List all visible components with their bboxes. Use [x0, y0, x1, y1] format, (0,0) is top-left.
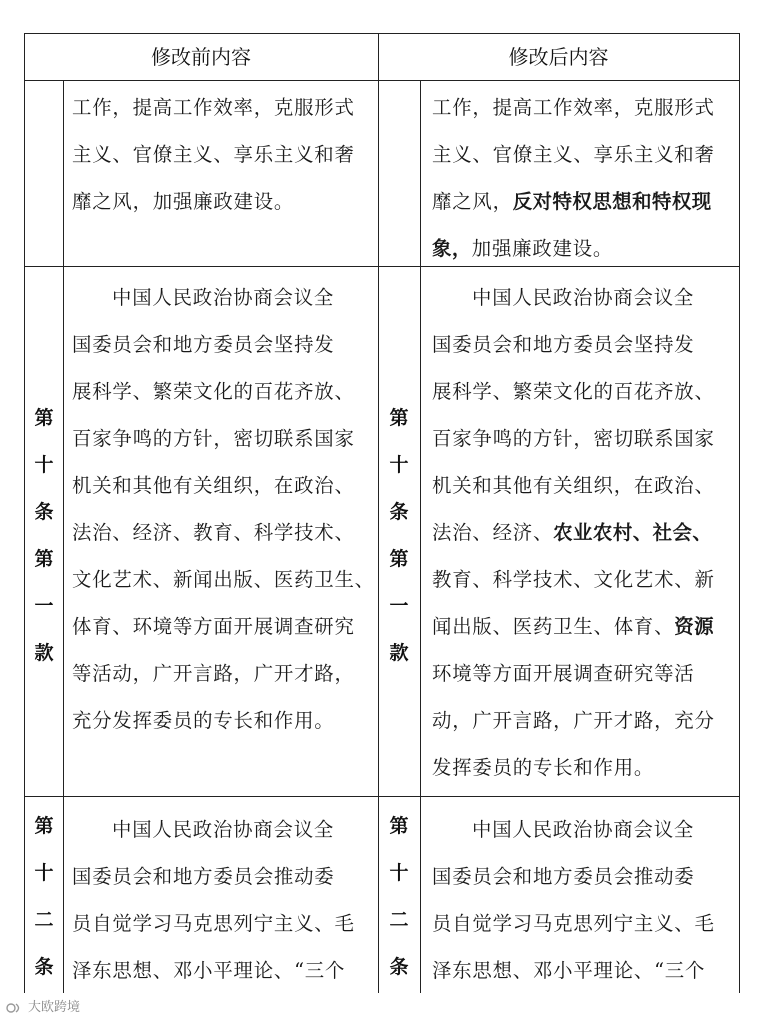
text-line	[432, 178, 715, 225]
row-label-right	[379, 803, 419, 991]
header-after: 修改后内容	[508, 45, 609, 69]
row-label-char: 十	[34, 862, 54, 884]
text-line: 员自觉学习马克思列宁主义、毛	[432, 912, 715, 935]
cell-after	[432, 274, 715, 791]
watermark-text: 大欧跨境	[28, 1000, 81, 1015]
text-line: 国委员会和地方委员会推动委	[432, 865, 695, 888]
cell-after	[432, 806, 715, 994]
text-line: 国委员会和地方委员会坚持发	[72, 333, 335, 356]
row-label-char: 第	[34, 815, 54, 837]
text-line: 中国人民政治协商会议全	[472, 818, 695, 841]
text-line: 百家争鸣的方针，密切联系国家	[72, 427, 355, 450]
text-line: 等活动，广开言路，广开才路，	[72, 662, 355, 685]
cell-before	[72, 806, 355, 994]
row-label-char: 款	[34, 642, 54, 664]
row-label-char: 第	[389, 548, 409, 570]
row-label-char: 二	[389, 909, 409, 931]
text-line: 百家争鸣的方针，密切联系国家	[432, 427, 715, 450]
watermark-logo-icon	[6, 1001, 24, 1015]
amended-text-bold: 象，	[432, 237, 472, 260]
table-border-right	[739, 33, 740, 993]
text-line: 工作，提高工作效率，克服形式	[72, 96, 355, 119]
row-label-char: 二	[34, 909, 54, 931]
row-label-char: 条	[34, 501, 54, 523]
row-label-char: 条	[389, 501, 409, 523]
text-line	[432, 509, 715, 556]
text-line: 展科学、繁荣文化的百花齐放、	[432, 380, 715, 403]
text-segment: 闻出版、医药卫生、体育、	[432, 615, 675, 638]
header-before: 修改前内容	[151, 45, 251, 69]
text-line: 员自觉学习马克思列宁主义、毛	[72, 912, 355, 935]
text-line: 文化艺术、新闻出版、医药卫生、	[72, 568, 375, 591]
row-label-char: 款	[389, 642, 409, 664]
text-line: 中国人民政治协商会议全	[472, 286, 695, 309]
text-segment: 靡之风，	[432, 190, 513, 213]
row-label-char: 第	[389, 815, 409, 837]
text-line: 主义、官僚主义、享乐主义和奢	[72, 143, 355, 166]
amended-text-bold: 农业农村、社会、	[553, 521, 713, 544]
text-line: 泽东思想、邓小平理论、“三个	[72, 959, 346, 982]
text-line: 机关和其他有关组织，在政治、	[72, 474, 355, 497]
row-label-char: 条	[389, 956, 409, 978]
text-line: 展科学、繁荣文化的百花齐放、	[72, 380, 355, 403]
text-line	[432, 603, 715, 650]
row-divider-2	[24, 796, 740, 797]
text-line: 国委员会和地方委员会坚持发	[432, 333, 695, 356]
text-line: 法治、经济、教育、科学技术、	[72, 521, 355, 544]
header-divider	[24, 80, 740, 81]
text-line: 主义、官僚主义、享乐主义和奢	[432, 143, 715, 166]
column-divider-after-label	[420, 80, 421, 993]
row-label-char: 条	[34, 956, 54, 978]
text-line: 发挥委员的专长和作用。	[432, 756, 655, 779]
row-label-left	[24, 395, 64, 677]
text-line: 国委员会和地方委员会推动委	[72, 865, 335, 888]
text-line: 工作，提高工作效率，克服形式	[432, 96, 715, 119]
text-line: 靡之风，加强廉政建设。	[72, 190, 295, 213]
cell-before	[72, 84, 355, 225]
row-label-char: 十	[389, 862, 409, 884]
row-label-char: 第	[389, 407, 409, 429]
text-line: 中国人民政治协商会议全	[112, 286, 335, 309]
text-line: 中国人民政治协商会议全	[112, 818, 335, 841]
text-line: 泽东思想、邓小平理论、“三个	[432, 959, 706, 982]
amended-text-bold: 资源	[674, 615, 715, 638]
row-label-char: 一	[389, 595, 409, 617]
text-line	[432, 225, 715, 272]
row-label-left	[24, 803, 64, 991]
text-segment: 加强廉政建设。	[471, 237, 614, 260]
text-line: 环境等方面开展调查研究等活	[432, 662, 695, 685]
watermark	[6, 996, 80, 1015]
row-label-char: 第	[34, 407, 54, 429]
amended-text-bold: 反对特权思想和特权现	[512, 190, 712, 213]
row-label-char: 第	[34, 548, 54, 570]
row-label-char: 一	[34, 595, 54, 617]
text-line: 教育、科学技术、文化艺术、新	[432, 568, 715, 591]
row-label-right	[379, 395, 419, 677]
cell-after	[432, 84, 715, 272]
text-line: 充分发挥委员的专长和作用。	[72, 709, 335, 732]
text-line: 机关和其他有关组织，在政治、	[432, 474, 715, 497]
text-segment: 法治、经济、	[432, 521, 554, 544]
text-line: 体育、环境等方面开展调查研究	[72, 615, 355, 638]
row-label-char: 十	[34, 454, 54, 476]
row-label-char: 十	[389, 454, 409, 476]
text-line: 动，广开言路，广开才路，充分	[432, 709, 715, 732]
cell-before	[72, 274, 375, 744]
